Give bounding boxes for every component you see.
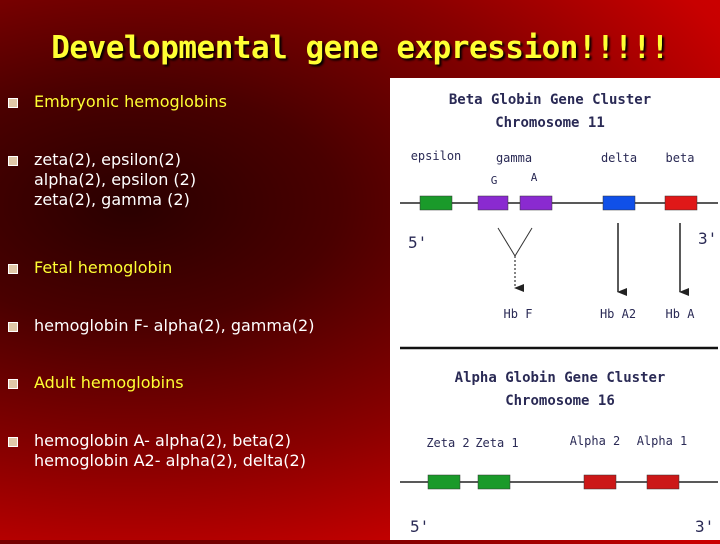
gene-label-zeta1: Zeta 1: [475, 436, 519, 450]
bullet-text-line-3: zeta(2), gamma (2): [34, 190, 190, 209]
alpha-end-5: 5': [410, 517, 430, 536]
bullet-marker-icon: [8, 98, 18, 108]
bullet-text: hemoglobin F- alpha(2), gamma(2): [34, 316, 315, 335]
bullet-text: Embryonic hemoglobins: [34, 92, 227, 111]
product-hbf: Hb F: [503, 307, 533, 321]
beta-cluster-title: Beta Globin Gene Cluster: [448, 92, 652, 108]
gene-label-epsilon: epsilon: [410, 149, 462, 163]
alpha-end-3: 3': [695, 517, 715, 536]
bullet-marker-icon: [8, 379, 18, 389]
gene-box-gamma-g: [478, 196, 508, 210]
gene-label-alpha1: Alpha 1: [636, 434, 688, 448]
gene-box-alpha1: [647, 475, 679, 489]
gene-label-gamma-a: A: [530, 171, 538, 184]
gene-label-delta: delta: [600, 151, 638, 165]
gene-label-gamma-g: G: [490, 174, 498, 187]
globin-cluster-diagram: [390, 78, 720, 540]
bullet-text: Fetal hemoglobin: [34, 258, 173, 277]
beta-cluster-chromosome: Chromosome 11: [495, 115, 605, 131]
gene-box-zeta2: [428, 475, 460, 489]
beta-end-5: 5': [408, 233, 428, 252]
bullet-marker-icon: [8, 322, 18, 332]
gene-box-epsilon: [420, 196, 452, 210]
bullet-text: Adult hemoglobins: [34, 373, 184, 392]
bullet-text-line-1: hemoglobin A- alpha(2), beta(2): [34, 431, 291, 450]
alpha-cluster-title: Alpha Globin Gene Cluster: [454, 370, 666, 386]
gene-box-gamma-a: [520, 196, 552, 210]
gene-box-alpha2: [584, 475, 616, 489]
alpha-cluster-chromosome: Chromosome 16: [505, 393, 615, 409]
slide-title: Developmental gene expression!!!!!: [51, 30, 669, 66]
gene-label-gamma: gamma: [495, 151, 533, 165]
bullet-marker-icon: [8, 264, 18, 274]
bullet-marker-icon: [8, 156, 18, 166]
bullet-text-line-2: hemoglobin A2- alpha(2), delta(2): [34, 451, 306, 470]
gene-box-delta: [603, 196, 635, 210]
gene-cluster-figure: [390, 78, 720, 540]
gene-label-beta: beta: [665, 151, 695, 165]
gene-box-zeta1: [478, 475, 510, 489]
bullet-marker-icon: [8, 437, 18, 447]
gamma-converge-lines: [498, 228, 532, 256]
bullet-text-line-2: alpha(2), epsilon (2): [34, 170, 197, 189]
product-hba2: Hb A2: [599, 307, 637, 321]
gene-label-zeta2: Zeta 2: [426, 436, 470, 450]
beta-end-3: 3': [698, 229, 718, 248]
bullet-text-line-1: zeta(2), epsilon(2): [34, 150, 181, 169]
gene-box-beta: [665, 196, 697, 210]
product-hba: Hb A: [665, 307, 695, 321]
gene-label-alpha2: Alpha 2: [569, 434, 621, 448]
